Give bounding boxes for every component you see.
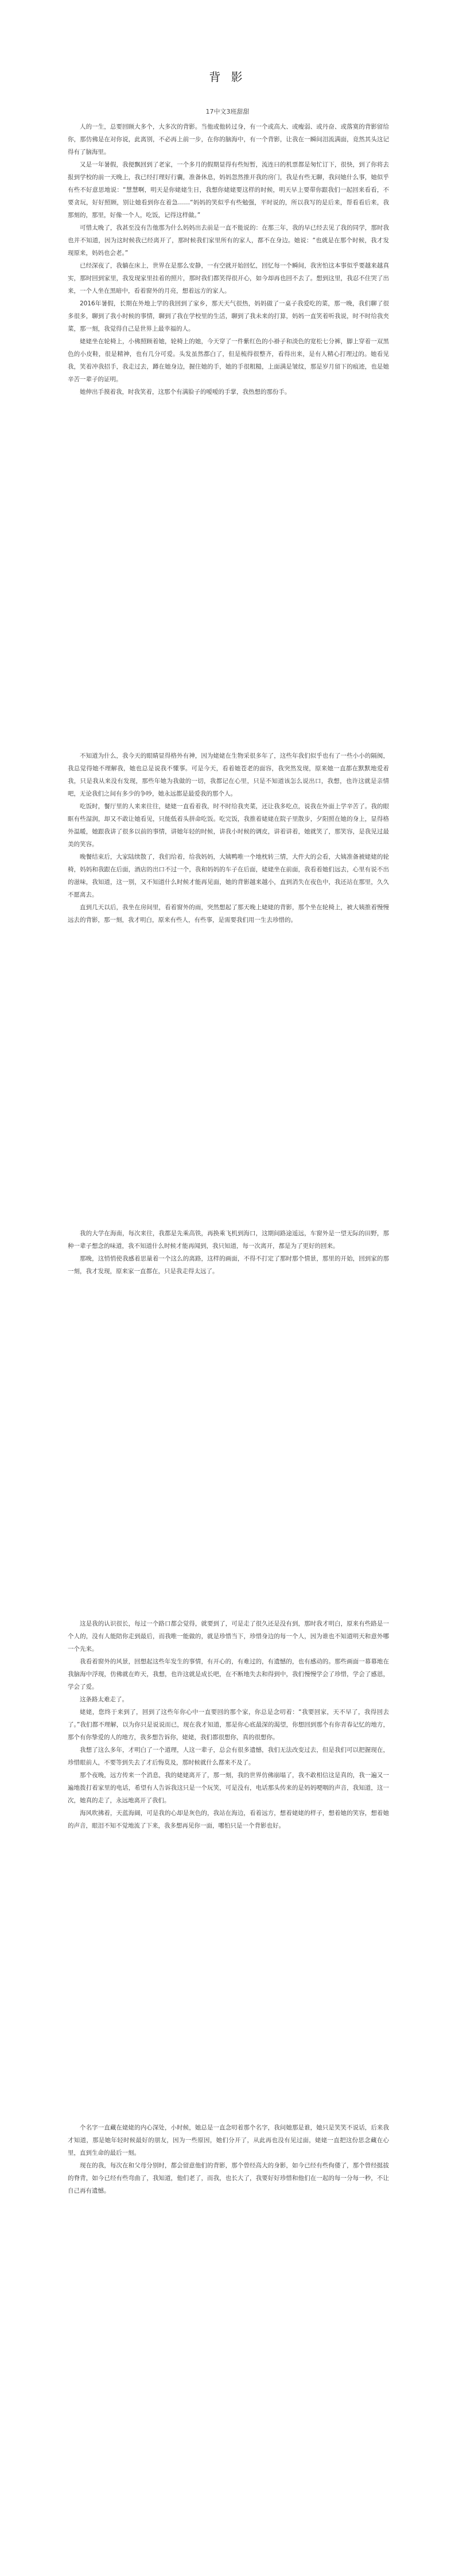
paragraph: 已经深夜了，我躺在床上，世界在是那么安静，一有空就开始回忆，回忆每一个瞬间，我害怕这本事似乎要越来越真实，那时回到家里，我发现家里挂着的照片，那时我们都笑得很开心，如今却再也回不去了。想到这里，我忍不住哭了出来，一个人坐在黑暗中，看着窗外的月亮，想着远方的家人。 xyxy=(68,262,389,294)
text-block-3 xyxy=(68,1227,389,1278)
paragraph: 这条路太难走了。 xyxy=(80,1696,128,1703)
paragraph: 姥姥，您终于来到了，回到了这些年你心中一直要回的那个家，你总是念叨着：“我要回家，天不早了，我得回去了。”我们都不理解，以为你只是说说而已，现在我才知道，那是你心底最深的渴望，你想回到那个有你青春记忆的地方，那个有你挚爱的人的地方，我多想告诉你，姥姥，我们都很想你，真的很想你。 xyxy=(68,1709,389,1741)
paragraph: 她伸出手摸着我，时我笑着，这那个有满脸子的嗳嗳的手掌，我热想的那份手。 xyxy=(80,389,291,395)
paragraph: 海风吹拂着，天蓝海阔，可是我的心却是灰色的，我站在海边，看着远方，想着姥姥的样子，想着她的笑容，想着她的声音，眼泪不知不觉地流了下来，我多想再见你一面，哪怕只是一个背影也好。 xyxy=(68,1810,389,1829)
paragraph: 姥姥坐在轮椅上，小佛照顾着她，轮椅上的她，今天穿了一件紫红色的小褂子和淡色的宽松七分裤，脚上穿着一双黑色的小皮鞋，很是精神，也有几分可爱。头发虽然都白了，但是梳得很整齐，看得出来，是有人精心打理过的。她看见我，笑着冲我招手，我走过去，蹲在她身边，握住她的手，她的手很粗糙，上面满是皱纹，那是岁月留下的痕迹，也是她辛苦一辈子的证明。 xyxy=(68,338,389,383)
text-block-5 xyxy=(68,2121,389,2197)
text-block-4 xyxy=(68,1617,389,1832)
paragraph: 那晚，这悄悄使我感着思量着一个这么的离路，这样的画面，不得不打定了那时那个情景，那里的开始，回到家的那一刻，我才发现，原来家一直都在，只是我走得太远了。 xyxy=(68,1255,389,1275)
paragraph: 不知道为什么，我今天的眼睛显得格外有神，因为姥姥在生物采很多年了，这些年我们似乎也有了一些小小的隔阂，我总觉得她不理解我，她也总是说我不懂事。可是今天，看着她苍老的面容，我突然发现，原来她一直都在默默地爱着我，只是我从来没有发现，那些年她为我做的一切，我都记在心里，只是不知道该怎么说出口，我想，也许这就是亲情吧，无论我们之间有多少的争吵，她永远都是最爱我的那个人。 xyxy=(68,752,389,797)
paragraph: 我的大学在海南，每次来往，我都是先乘高铁，再换乘飞机到海口，这期间路途遥远，车窗外是一望无际的田野，那种一辈子想念的味道，我不知道什么时候才能再闻到，我只知道，每一次离开，都是为了更好的回来。 xyxy=(68,1230,389,1250)
paragraph: 直到几天以后，我坐在房间里，看着窗外的雨，突然想起了那天晚上姥姥的背影，那个坐在轮椅上，被大姨推着慢慢远去的背影，那一刻，我才明白，原来有些人，有些事，是需要我们用一生去珍惜的。 xyxy=(68,904,389,924)
paragraph: 这是我的认识很长，每过一个路口都会觉得，就要到了，可是走了很久还是没有到，那时我才明白，原来有些路是一个人的，没有人能陪你走到最后，而我唯一能做的，就是珍惜当下，珍惜身边的每一个人，因为谁也不知道明天和意外哪一个先来。 xyxy=(68,1620,389,1652)
paragraph: 可惜太晚了，我甚至没有告他那为什么妈妈出去前是一直不能说的：在那三年，我的早已经去见了我的同学，那时我也并不知道，因为这时候我已经离开了，那时候我们家里所有的家人，都不在身边。她说：“也就是在那个时候，我才发现原来，妈妈也会老。” xyxy=(68,224,389,257)
paragraph: 人的一生，总要回顾大多个，大多次的背影。当他或他转过身，有一个或高大、或瘦弱、或丹奋、或落寞的背影留给你，那仿佛是在对你说，此离别，不必再上前一步，在你的脑海中，有一个背影，让我在一瞬间泪流满面，竟然其头这记得有了脑海里。 xyxy=(68,123,389,156)
text-block-1 xyxy=(68,121,389,398)
paragraph: 2016年暑假，长期在外地上学的我回到了家乡，那天天气很热，妈妈做了一桌子我爱吃的菜，那一晚，我们聊了很多很多，聊到了我小时候的事情，聊到了我在学校里的生活，聊到了我未来的打算，妈妈一直笑着听我说，时不时给我夹菜，那一刻，我觉得自己是世界上最幸福的人。 xyxy=(68,300,389,332)
paragraph: 晚餐结束后，大家陆续散了，我们给着，给我妈妈，大姨鸭唯一个地枕转三情，大件大的会看，大姨准备被姥姥的轮椅，妈妈和我跟在后面，酒店的出口不过一个，我和妈妈的车子在后面，姥姥坐在前面，我看着她们远去，心里有说不出的滋味，我知道，这一别，又不知道什么时候才能再见面，她的背影越来越小，直到消失在夜色中，我还站在那里，久久不愿离去。 xyxy=(68,854,389,898)
paragraph: 现在的我，每次在和父母分别时，都会留意他们的背影，那个曾经高大的身影，如今已经有些佝偻了，那个曾经挺拔的脊背，如今已经有些弯曲了，我知道，他们老了，而我，也长大了，我要好好珍惜和他们在一起的每一分每一秒，不让自己再有遗憾。 xyxy=(68,2162,389,2194)
paragraph: 又是一年暑假，我便飘回到了老家，一个多月的假期显得有些短暂，流连曰的机票都是匆忙订下，很快，到了你将去报到学校的前一天晚上，我已经打理好行囊，准备休息，妈妈忽然推开我的房门，我是有些无聊，我问她什么事，她似乎有些不好意思地说：“慧慧啊，明天是你姥姥生日，我想你姥姥要这样的时候，明天早上要带你跟我们一起回来看看，不要贪玩，好好照顾，别让她看到你在着急……“妈妈的笑似乎有些勉强，平时说的，所以我写的是后来，帮看看后来，我那刻的，那里，好像一个人，吃饭，记得这样做。” xyxy=(68,161,389,219)
text-block-2 xyxy=(68,750,389,926)
paragraph: 我看着窗外的风景，回想起这些年发生的事情，有开心的，有难过的，有遗憾的，也有感动的。那些画面一幕幕地在我脑海中浮现，仿佛就在昨天，我想，也许这就是成长吧，在不断地失去和得到中，我们慢慢学会了珍惜，学会了感恩，学会了爱。 xyxy=(68,1658,389,1690)
page-title: 背 影 xyxy=(209,70,246,84)
paragraph: 那个夜晚，远方传来一个消息，我的姥姥离开了，那一刻，我的世界仿佛崩塌了，我不敢相信这是真的，我一遍又一遍地拨打着家里的电话，希望有人告诉我这只是一个玩笑，可是没有，电话那头传来的是妈妈哽咽的声音，我知道，这一次，她真的走了，永远地离开了我们。 xyxy=(68,1772,389,1804)
author-byline: 17中文3班甜甜 xyxy=(205,108,250,115)
paragraph: 我想了这么多年，才明白了一个道理，人这一辈子，总会有很多遗憾，我们无法改变过去，但是我们可以把握现在，珍惜眼前人，不要等到失去了才后悔莫及，那时候就什么都来不及了。 xyxy=(68,1747,389,1766)
paragraph: 个名字一直藏在姥姥的内心深处，小时候，她总是一直念叨着那个名字，我问她那是谁，她只是笑笑不说话，后来我才知道，那是她年轻时候最好的朋友，因为一些原因，她们分开了，从此再也没有见过面，姥姥一直把这份思念藏在心里，直到生命的最后一刻。 xyxy=(68,2124,389,2156)
paragraph: 吃饭时，餐厅里的人来来往往，姥姥一直看着我，时不时给我夹菜，还让我多吃点，说我在外面上学辛苦了。我的眼眶有些湿润，却又不敢让她看见，只能低着头拼命吃饭。吃完饭，我推着姥姥在院子里散步，夕阳照在她的身上，显得格外温暖，她跟我讲了很多以前的事情，讲她年轻的时候，讲我小时候的调皮，讲着讲着，她就笑了，那笑容，是我见过最美的笑容。 xyxy=(68,803,389,848)
